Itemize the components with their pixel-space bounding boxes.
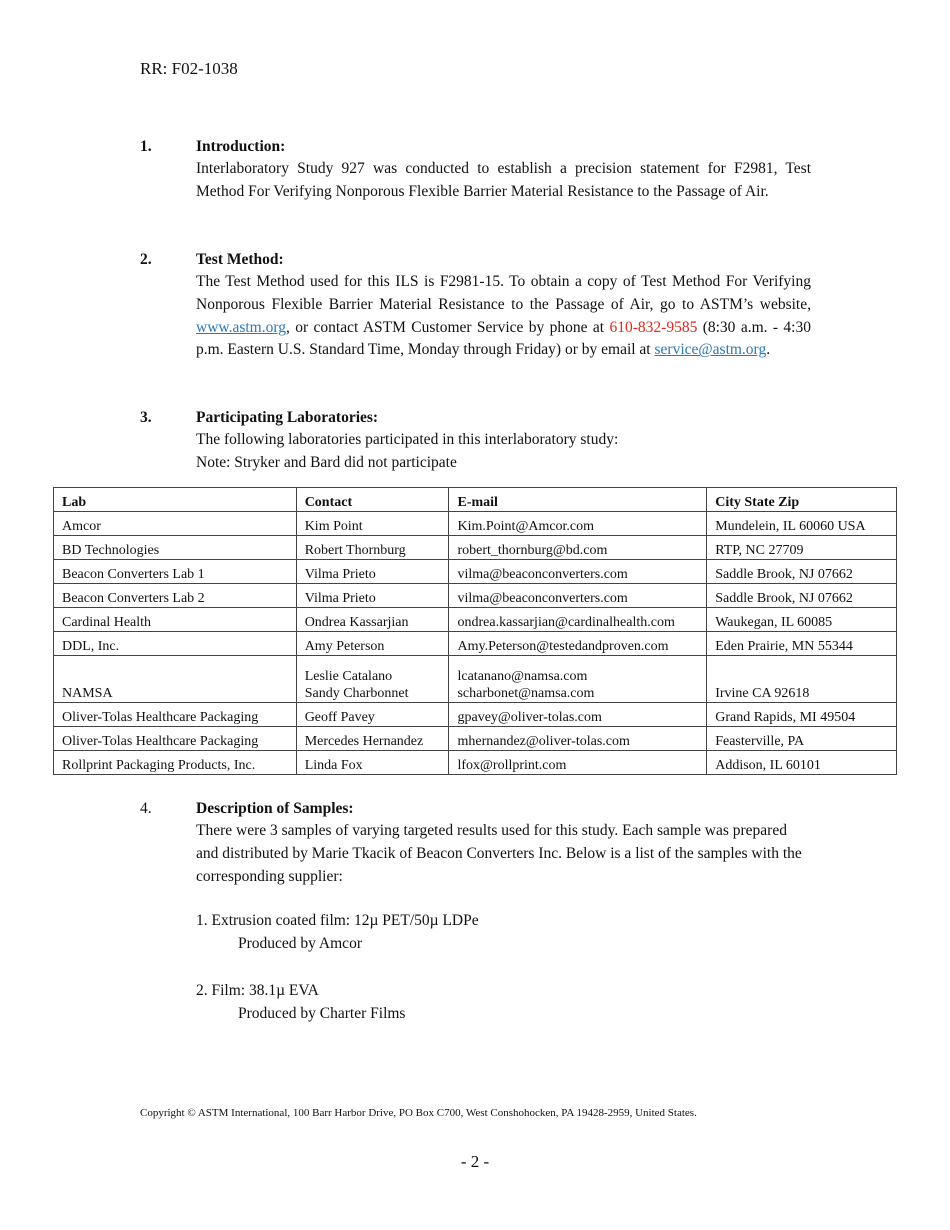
contact-cell: Geoff Pavey (296, 703, 449, 727)
sample-item-1: 1. Extrusion coated film: 12µ PET/50µ LDPe (196, 912, 479, 929)
city-cell: Eden Prairie, MN 55344 (707, 632, 897, 656)
email-cell: gpavey@oliver-tolas.com (449, 703, 707, 727)
lab-cell: Beacon Converters Lab 2 (54, 584, 297, 608)
table-row (54, 584, 897, 608)
labs-note: Note: Stryker and Bard did not participate (196, 454, 457, 471)
city-cell: Waukegan, IL 60085 (707, 608, 897, 632)
column-header-contact: Contact (296, 488, 449, 512)
intro-paragraph: Interlaboratory Study 927 was conducted to establish a precision statement for F2981, Test Method For Verifying Nonporous Flexible Barrier Material Resistance to the Passage of Air. (196, 160, 811, 200)
email-cell: robert_thornburg@bd.com (449, 536, 707, 560)
table-row (54, 536, 897, 560)
method-text-4: . (766, 341, 771, 359)
email-cell (449, 656, 707, 703)
method-paragraph (196, 271, 811, 362)
lab-cell: Rollprint Packaging Products, Inc. (54, 751, 297, 775)
contact-cell (296, 656, 449, 703)
lab-cell: Cardinal Health (54, 608, 297, 632)
section-number-labs: 3. (140, 409, 152, 426)
section-number-samples: 4. (140, 800, 152, 817)
section-number-method: 2. (140, 251, 152, 268)
email-cell: ondrea.kassarjian@cardinalhealth.com (449, 608, 707, 632)
contact-cell: Kim Point (296, 512, 449, 536)
contact-cell: Robert Thornburg (296, 536, 449, 560)
email-line: scharbonet@namsa.com (457, 686, 595, 701)
table-row (54, 656, 897, 703)
lab-cell: Beacon Converters Lab 1 (54, 560, 297, 584)
column-header-city: City State Zip (707, 488, 897, 512)
email-line: lcatanano@namsa.com (457, 669, 588, 684)
email-cell: lfox@rollprint.com (449, 751, 707, 775)
contact-cell: Amy Peterson (296, 632, 449, 656)
method-text-1: The Test Method used for this ILS is F2981-15. To obtain a copy of Test Method For Verifying Nonporous Flexible Barrier Material Resistance to the Passage of Air, go to ASTM’s website, (196, 273, 811, 313)
lab-cell: Oliver-Tolas Healthcare Packaging (54, 703, 297, 727)
section-number-intro: 1. (140, 138, 152, 155)
astm-website-link[interactable]: www.astm.org (196, 318, 286, 336)
table-header-row (54, 488, 897, 512)
service-email-link[interactable]: service@astm.org (654, 341, 767, 359)
email-cell: vilma@beaconconverters.com (449, 584, 707, 608)
table-row (54, 751, 897, 775)
table-row (54, 560, 897, 584)
table-row (54, 512, 897, 536)
city-cell: Feasterville, PA (707, 727, 897, 751)
section-title-intro: Introduction: (196, 138, 286, 155)
column-header-lab: Lab (54, 488, 297, 512)
lab-cell: Oliver-Tolas Healthcare Packaging (54, 727, 297, 751)
city-cell: Irvine CA 92618 (707, 656, 897, 703)
labs-intro-text: The following laboratories participated in this interlaboratory study: (196, 431, 619, 448)
city-cell: Addison, IL 60101 (707, 751, 897, 775)
section-title-labs: Participating Laboratories: (196, 409, 379, 426)
contact-line: Sandy Charbonnet (304, 686, 409, 701)
contact-cell: Linda Fox (296, 751, 449, 775)
lab-cell: NAMSA (54, 656, 297, 703)
city-cell: Saddle Brook, NJ 07662 (707, 584, 897, 608)
lab-cell: BD Technologies (54, 536, 297, 560)
sample-producer-2: Produced by Charter Films (238, 1005, 406, 1022)
participating-labs-table (53, 487, 897, 775)
table-row (54, 632, 897, 656)
method-text-3: (8:30 a.m. - 4:30 p.m. Eastern U.S. Standard Time, Monday through Friday) or by email at (196, 318, 811, 359)
email-cell: Amy.Peterson@testedandproven.com (449, 632, 707, 656)
table-row (54, 703, 897, 727)
city-cell: Grand Rapids, MI 49504 (707, 703, 897, 727)
section-title-samples: Description of Samples: (196, 800, 354, 817)
lab-cell: Amcor (54, 512, 297, 536)
contact-cell: Vilma Prieto (296, 560, 449, 584)
city-cell: Saddle Brook, NJ 07662 (707, 560, 897, 584)
report-id: RR: F02-1038 (140, 59, 238, 78)
table-row (54, 608, 897, 632)
lab-cell: DDL, Inc. (54, 632, 297, 656)
customer-service-phone: 610-832-9585 (609, 318, 698, 336)
column-header-email: E-mail (449, 488, 707, 512)
table-row (54, 727, 897, 751)
contact-cell: Mercedes Hernandez (296, 727, 449, 751)
samples-paragraph: There were 3 samples of varying targeted results used for this study. Each sample was prepared and distributed by Marie Tkacik of Beacon Converters Inc. Below is a list of the samples with the corresponding supplier: (196, 822, 802, 885)
section-title-method: Test Method: (196, 251, 284, 268)
method-text-2: , or contact ASTM Customer Service by phone at (285, 318, 610, 336)
contact-cell: Ondrea Kassarjian (296, 608, 449, 632)
copyright-notice: Copyright © ASTM International, 100 Barr Harbor Drive, PO Box C700, West Conshohocken, PA 19428-2959, United States. (140, 1107, 697, 1119)
city-cell: RTP, NC 27709 (707, 536, 897, 560)
page-number: - 2 - (460, 1152, 490, 1171)
email-cell: vilma@beaconconverters.com (449, 560, 707, 584)
sample-item-2: 2. Film: 38.1µ EVA (196, 982, 319, 999)
contact-cell: Vilma Prieto (296, 584, 449, 608)
email-cell: mhernandez@oliver-tolas.com (449, 727, 707, 751)
contact-line: Leslie Catalano (304, 669, 393, 684)
sample-producer-1: Produced by Amcor (238, 935, 362, 952)
city-cell: Mundelein, IL 60060 USA (707, 512, 897, 536)
email-cell: Kim.Point@Amcor.com (449, 512, 707, 536)
